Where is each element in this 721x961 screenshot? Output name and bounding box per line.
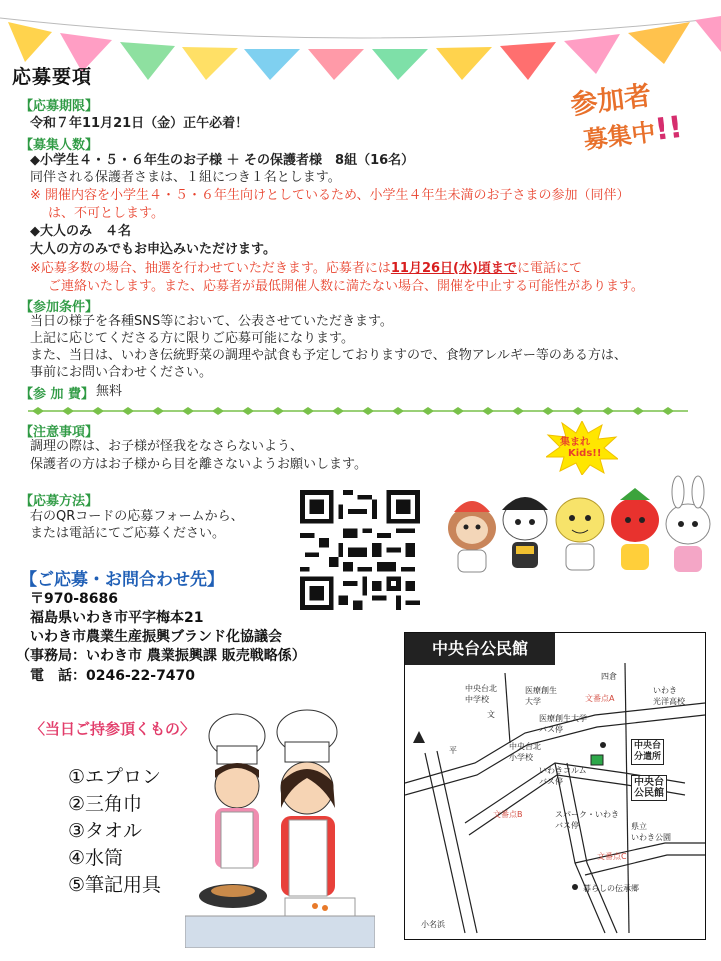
office: （事務局：いわき市 農業振興課 販売戦略係）	[16, 648, 306, 664]
label-university: 医療創生 大学	[525, 686, 557, 706]
label-onahama: 小名浜	[421, 920, 445, 929]
label-spark-bus-stop: スパーク・いわき バス停	[555, 810, 619, 830]
fee-label: 【参 加 費】	[20, 387, 95, 402]
kids-burst	[546, 421, 618, 475]
items-heading: 〈当日ご持参頂くもの〉	[30, 720, 196, 738]
access-map[interactable]	[404, 632, 706, 940]
condition-line: また、当日は、いわき伝統野菜の調理や試食も予定しておりますので、食物アレルギー等のある方は、	[30, 348, 627, 363]
condition-line: 上記に応じてくださる方に限りご応募可能になります。	[30, 331, 354, 346]
method-label: 【応募方法】	[20, 494, 99, 509]
period-label: 【応募期限】	[20, 99, 99, 114]
label-univ-bus-stop: 医療創生大学 バス停	[539, 714, 587, 734]
note-line: 調理の際は、お子様が怪我をなさらないよう、	[30, 439, 304, 454]
label-denshokyo: 暮らしの伝承郷	[583, 884, 639, 893]
condition-line: 事前にお問い合わせください。	[30, 365, 213, 380]
period-text: 令和７年11月21日（金）正午必着！	[30, 116, 249, 131]
cooking-children-illustration	[185, 708, 375, 948]
condition-line: 当日の様子を各種SNS等において、公表させていただきます。	[30, 314, 393, 329]
recruiting-badge	[541, 70, 685, 161]
label-n-junior-high: 中央台北 中学校	[465, 684, 497, 704]
bunting-decoration	[0, 0, 721, 80]
label-n-elementary: 中央台北 小学校	[509, 742, 541, 762]
conditions-label: 【参加条件】	[20, 300, 99, 315]
label-yotsukura: 四倉	[601, 672, 617, 681]
badge-line1: 参加者	[568, 80, 653, 121]
age-warning-2: は、不可とします。	[48, 206, 164, 221]
address: 福島県いわき市平字梅本21	[30, 610, 204, 626]
item-towel: ③タオル	[68, 820, 143, 842]
kids-count-line: ◆小学生４・５・６年生のお子様 ＋ その保護者様 8組（16名）	[30, 153, 415, 168]
item-water-bottle: ④水筒	[68, 847, 124, 869]
lottery-line-1: ※応募多数の場合、抽選を行わせていただきます。応募者には11月26日(水)頃までに電話にて	[30, 261, 582, 276]
method-line: または電話にてご応募ください。	[30, 526, 226, 541]
item-scarf: ②三角巾	[68, 793, 143, 815]
item-apron: ①エプロン	[68, 766, 162, 788]
mascot-characters-illustration	[440, 470, 715, 585]
application-qr-code[interactable]	[300, 490, 420, 610]
label-iwaki-park: 県立 いわき公園	[631, 822, 671, 842]
method-line: 右のQRコードの応募フォームから、	[30, 509, 244, 524]
adult-note: 大人の方のみでもお申込みいただけます。	[30, 242, 276, 257]
fee-value: 無料	[96, 384, 123, 399]
badge-exclaim: !!	[653, 109, 685, 148]
label-colum-bus-stop: いわきコルム バス停	[539, 766, 587, 786]
decorative-divider	[28, 406, 688, 416]
burst-line2: Kids!!	[568, 448, 602, 459]
result-date: 11月26日(水)頃まで	[390, 261, 517, 276]
notes-label: 【注意事項】	[20, 425, 99, 440]
map-title: 中央台公民館	[405, 633, 555, 665]
burst-line1: 集まれ	[560, 437, 590, 448]
label-stop-a: 文番点A	[585, 694, 615, 703]
adult-count-line: ◆大人のみ ４名	[30, 224, 131, 239]
age-warning-1: ※ 開催内容を小学生４・５・６年生向けとしているため、小学生４年生未満のお子さまの参加（同伴）	[30, 188, 630, 203]
label-stop-b: 文番点B	[493, 810, 523, 819]
label-kominkan: 中央台 公民館	[631, 775, 667, 801]
organization: いわき市農業生産振興ブランド化協議会	[30, 629, 282, 645]
postal-code: 〒970-8686	[30, 591, 118, 607]
count-label: 【募集人数】	[20, 138, 99, 153]
label-branch-office: 中央台 分遣所	[631, 739, 664, 765]
page-title: 応募要項	[12, 66, 93, 88]
item-stationery: ⑤筆記用具	[68, 874, 162, 896]
lottery-line-2: ご連絡いたします。また、応募者が最低開催人数に満たない場合、開催を中止する可能性があります。	[48, 279, 644, 294]
phone[interactable]: 電 話：0246-22-7470	[30, 668, 196, 684]
contact-heading: 【ご応募・お問合わせ先】	[20, 570, 224, 590]
label-school-mark: 文	[487, 710, 495, 719]
label-taira: 平	[449, 746, 457, 755]
note-line: 保護者の方はお子様から目を離さないようお願いします。	[30, 457, 367, 472]
kids-note: 同伴される保護者さまは、１組につき１名とします。	[30, 170, 341, 185]
badge-line2: 募集中!!	[582, 109, 685, 155]
label-stop-c: 文番点C	[597, 852, 627, 861]
label-koyo-high: いわき 光洋高校	[653, 686, 685, 706]
